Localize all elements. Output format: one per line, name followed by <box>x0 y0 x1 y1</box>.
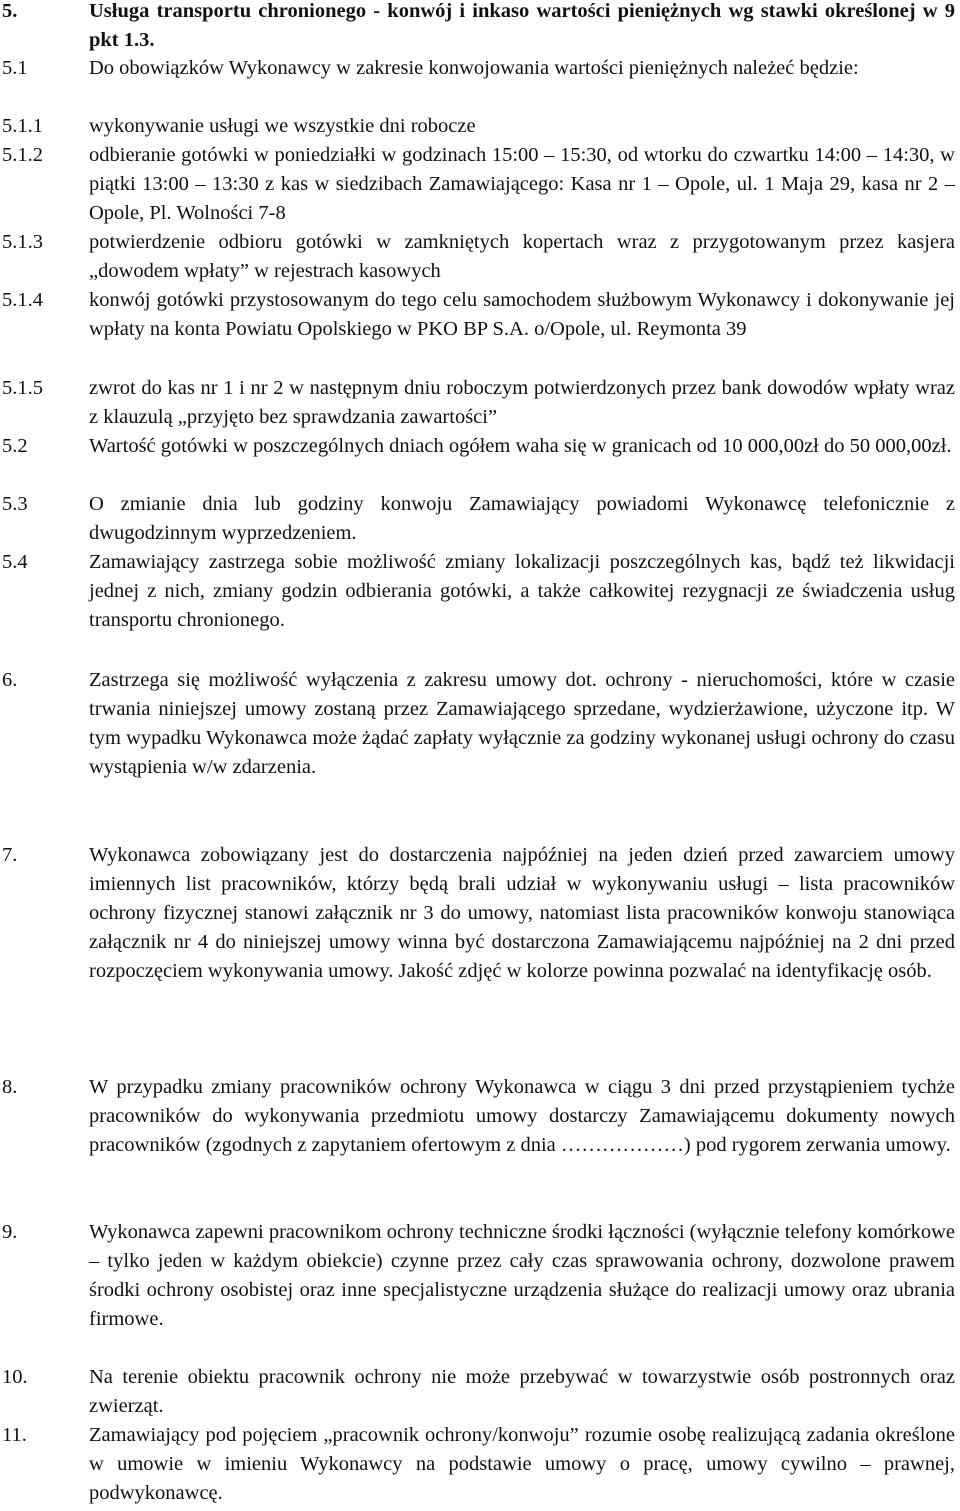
section-number: 5.1.4 <box>2 289 43 311</box>
section-text: wykonywanie usługi we wszystkie dni robocze <box>89 115 476 137</box>
section-text: Usługa transportu chronionego - konwój i inkaso wartości pieniężnych wg stawki określonej w 9 pkt 1.3. <box>89 0 955 51</box>
section-text: potwierdzenie odbioru gotówki w zamkniętych kopertach wraz z przygotowanym przez kasjera „dowodem wpłaty” w rejestrach kasowych <box>89 231 955 282</box>
section-text: konwój gotówki przystosowanym do tego celu samochodem służbowym Wykonawcy i dokonywanie jej wpłaty na konta Powiatu Opolskiego w PKO BP S.A. o/Opole, ul. Reymonta 39 <box>89 289 955 340</box>
section-text: O zmianie dnia lub godziny konwoju Zamawiający powiadomi Wykonawcę telefonicznie z dwugodzinnym wyprzedzeniem. <box>89 493 955 544</box>
section-number: 10. <box>2 1366 28 1388</box>
section-number: 5.1.3 <box>2 231 43 253</box>
section-number: 6. <box>2 669 18 691</box>
section-number: 5.1 <box>2 57 28 79</box>
section-number: 5.2 <box>2 435 28 457</box>
section-text: Zamawiający zastrzega sobie możliwość zmiany lokalizacji poszczególnych kas, bądź też likwidacji jednej z nich, zmiany godzin odbierania gotówki, a także całkowitej rezygnacji ze świadczenia usług transportu chronionego. <box>89 551 955 631</box>
section-text: Wartość gotówki w poszczególnych dniach ogółem waha się w granicach od 10 000,00zł do 50 000,00zł. <box>89 435 952 457</box>
section-text: W przypadku zmiany pracowników ochrony Wykonawca w ciągu 3 dni przed przystąpieniem tychże pracowników do wykonywania przedmiotu umowy dostarczy Zamawiającemu dokumenty nowych pracowników (zgodnych z zapytaniem ofertowym z dnia ………………) pod rygorem zerwania umowy. <box>89 1076 955 1156</box>
section-number: 5.1.1 <box>2 115 43 137</box>
section-text: Wykonawca zapewni pracownikom ochrony techniczne środki łączności (wyłącznie telefony komórkowe – tylko jeden w każdym obiekcie) czynne przez cały czas sprawowania ochrony, dozwolone prawem środki ochrony osobistej oraz inne specjalistyczne urządzenia służące do realizacji umowy oraz ubrania firmowe. <box>89 1221 955 1330</box>
section-text: Do obowiązków Wykonawcy w zakresie konwojowania wartości pieniężnych należeć będzie: <box>89 57 859 79</box>
section-text: Na terenie obiektu pracownik ochrony nie może przebywać w towarzystwie osób postronnych oraz zwierząt. <box>89 1366 955 1417</box>
section-text: Zamawiający pod pojęciem „pracownik ochrony/konwoju” rozumie osobę realizującą zadania określone w umowie w imieniu Wykonawcy na podstawie umowy o pracę, umowy cywilno – prawnej, podwykonawcę. <box>89 1424 955 1504</box>
section-text: zwrot do kas nr 1 i nr 2 w następnym dniu roboczym potwierdzonych przez bank dowodów wpłaty wraz z klauzulą „przyjęto bez sprawdzania zawartości” <box>89 377 955 428</box>
section-number: 7. <box>2 844 18 866</box>
section-number: 11. <box>2 1424 27 1446</box>
section-number: 5.3 <box>2 493 28 515</box>
section-number: 8. <box>2 1076 18 1098</box>
section-text: Zastrzega się możliwość wyłączenia z zakresu umowy dot. ochrony - nieruchomości, które w czasie trwania niniejszej umowy zostaną przez Zamawiającego sprzedane, wydzierżawione, użyczone itp. W tym wypadku Wykonawca może żądać zapłaty wyłącznie za godziny wykonanej usługi ochrony do czasu wystąpienia w/w zdarzenia. <box>89 669 955 778</box>
section-text: odbieranie gotówki w poniedziałki w godzinach 15:00 – 15:30, od wtorku do czwartku 14:00 – 14:30, w piątki 13:00 – 13:30 z kas w siedzibach Zamawiającego: Kasa nr 1 – Opole, ul. 1 Maja 29, kasa nr 2 – Opole, Pl. Wolności 7-8 <box>89 144 955 224</box>
section-number: 5. <box>2 0 18 22</box>
section-number: 9. <box>2 1221 18 1243</box>
section-text: Wykonawca zobowiązany jest do dostarczenia najpóźniej na jeden dzień przed zawarciem umowy imiennych list pracowników, którzy będą brali udział w wykonywaniu usługi – lista pracowników ochrony fizycznej stanowi załącznik nr 3 do umowy, natomiast lista pracowników konwoju stanowiąca załącznik nr 4 do niniejszej umowy winna być dostarczona Zamawiającemu najpóźniej na 2 dni przed rozpoczęciem wykonywania umowy. Jakość zdjęć w kolorze powinna pozwalać na identyfikację osób. <box>89 844 955 982</box>
section-number: 5.4 <box>2 551 28 573</box>
section-number: 5.1.5 <box>2 377 43 399</box>
section-number: 5.1.2 <box>2 144 43 166</box>
